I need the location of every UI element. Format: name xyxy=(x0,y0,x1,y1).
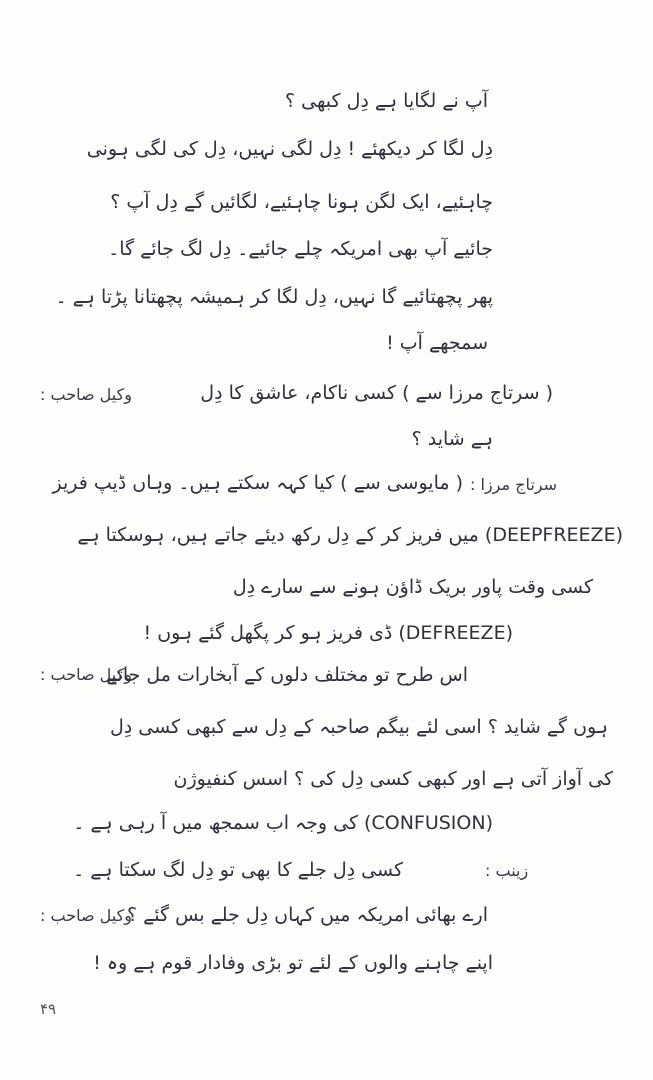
page-number: ۴۹ xyxy=(40,1000,57,1018)
dialogue-line: (DEEPFREEZE) میں فریز کر کے دِل رکھ دیئے جاتے ہیں، ہوسکتا ہے xyxy=(77,524,623,546)
dialogue-line: ( سرتاج مرزا سے ) کسی ناکام، عاشق کا دِل xyxy=(200,382,553,404)
dialogue-line: (CONFUSION) کی وجہ اب سمجھ میں آ رہی ہے ۔ xyxy=(73,812,493,834)
dialogue-line: اپنے چاہنے والوں کے لئے تو بڑی وفادار قوم ہے وہ ! xyxy=(93,952,493,974)
dialogue-line: کسی وقت پاور بریک ڈاؤن ہونے سے سارے دِل xyxy=(232,576,593,598)
dialogue-line: ( مایوسی سے ) کیا کہہ سکتے ہیں۔ وہاں ڈیپ فریز xyxy=(52,472,463,494)
dialogue-line: (DEFREEZE) ڈی فریز ہو کر پگھل گئے ہوں ! xyxy=(143,622,513,644)
dialogue-line: ہوں گے شاید ؟ اسی لئے بیگم صاحبہ کے دِل سے کبھی کسی دِل xyxy=(110,716,608,738)
dialogue-line: ہے شاید ؟ xyxy=(411,428,493,450)
speaker-label: زینب : xyxy=(485,861,529,880)
text-line: جائیے آپ بھی امریکہ چلے جائیے۔ دِل لگ جائے گا۔ xyxy=(108,238,493,260)
dialogue-line: اس طرح تو مختلف دلوں کے آبخارات مل جاتے xyxy=(106,664,468,686)
speaker-label: وکیل صاحب : xyxy=(40,385,132,404)
speaker-label: سرتاج مرزا : xyxy=(470,475,558,494)
speaker-label: وکیل صاحب : xyxy=(40,665,132,684)
text-line: سمجھے آپ ! xyxy=(386,332,488,354)
text-line: چاہئیے، ایک لگن ہونا چاہئیے، لگائیں گے دِل آپ ؟ xyxy=(110,191,493,213)
dialogue-line: کسی دِل جلے کا بھی تو دِل لگ سکتا ہے ۔ xyxy=(73,859,403,881)
speaker-label: وکیل صاحب : xyxy=(40,906,132,925)
dialogue-line: کی آواز آتی ہے اور کبھی کسی دِل کی ؟ اسس کنفیوژن xyxy=(173,768,613,790)
text-line: آپ نے لگایا ہے دِل کبھی ؟ xyxy=(285,90,488,112)
text-line: پھر پچھتائیے گا نہیں، دِل لگا کر ہمیشہ پچھتانا پڑتا ہے ۔ xyxy=(55,286,493,308)
text-line: دِل لگا کر دیکھئے ! دِل لگی نہیں، دِل کی لگی ہونی xyxy=(86,138,493,160)
dialogue-line: ارے بھائی امریکہ میں کہاں دِل جلے بس گئے ؟ xyxy=(127,904,488,926)
